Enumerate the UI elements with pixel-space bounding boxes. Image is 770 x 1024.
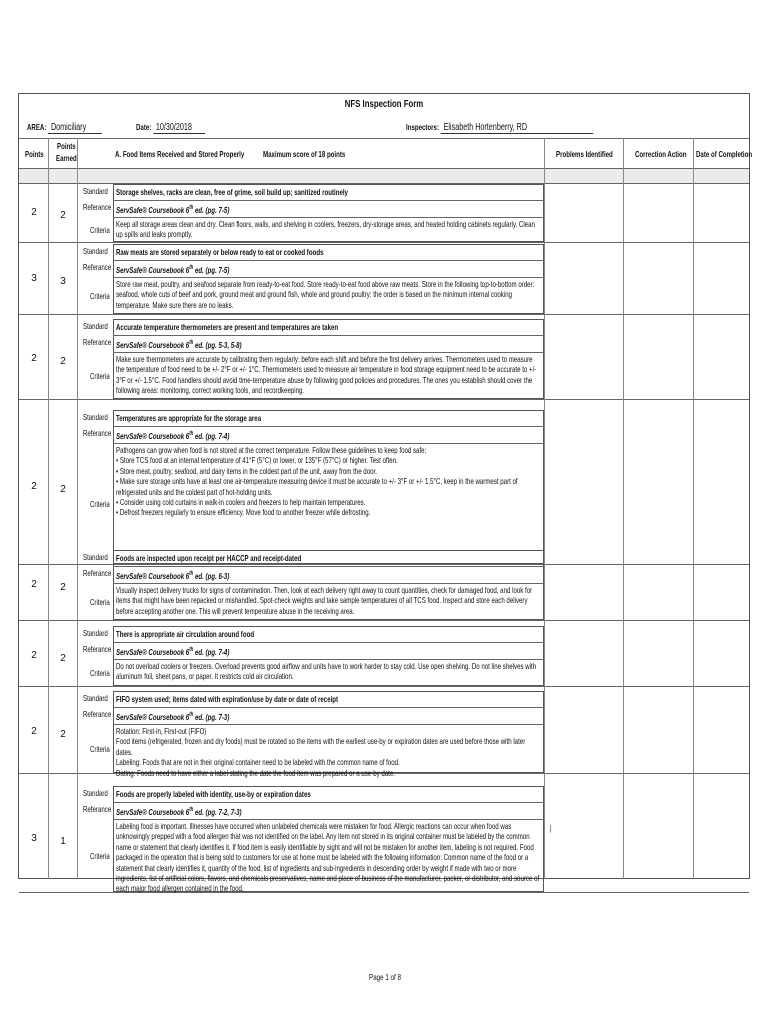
- reference-label: Referance: [83, 804, 112, 814]
- item-standard: Temperatures are appropriate for the storage area: [116, 413, 262, 423]
- criteria-line: • Make sure storage units have at least one air-temperature measuring device it must be accurate to +/- 3°F or +/- 1.5°C, keep in the warmest part of refrigerated units and the coldest part of hot-holding units.: [116, 476, 518, 497]
- area-value: Domiciliary: [48, 122, 102, 134]
- criteria-label: Criteria: [90, 668, 110, 678]
- reference-sup: th: [189, 712, 194, 718]
- standard-label: Standard: [83, 552, 108, 562]
- item-standard: Storage shelves, racks are clean, free of grime, soil build up; sanitized routinely: [116, 187, 348, 197]
- date-label: Date:: [136, 122, 152, 132]
- criteria-line: • Defrost freezers regularly to ensure efficiency. Move food to another freezer while defrosting.: [116, 507, 371, 518]
- reference-text: ServSafe® Coursebook 6: [116, 264, 190, 275]
- item-points-earned: 2: [60, 729, 66, 740]
- date-value: 10/30/2018: [153, 122, 205, 134]
- standard-label: Standard: [83, 321, 108, 331]
- item-points: 2: [31, 579, 37, 590]
- item-points: 2: [31, 481, 37, 492]
- item-reference: [116, 645, 534, 657]
- reference-text: ServSafe® Coursebook 6: [116, 711, 190, 722]
- col-points-earned-2: Earned: [56, 153, 77, 163]
- form-title: NFS Inspection Form: [344, 99, 424, 110]
- criteria-label: Criteria: [90, 499, 110, 509]
- item-criteria: [116, 445, 542, 518]
- col-points: Points: [25, 149, 44, 159]
- item-points-earned: 3: [60, 276, 66, 287]
- reference-label: Referance: [83, 337, 112, 347]
- reference-sup: th: [189, 431, 194, 437]
- inspection-form-sheet: [18, 93, 753, 894]
- item-standard: Accurate temperature thermometers are present and temperatures are taken: [116, 322, 339, 332]
- item-reference: [116, 203, 534, 215]
- item-points-earned: 1: [60, 836, 66, 847]
- standard-label: Standard: [83, 412, 108, 422]
- criteria-line: Dating: Foods need to have either a label stating the date the food item was prepared or a use-by date.: [116, 767, 395, 778]
- item-criteria: Make sure thermometers are accurate by calibrating them regularly: before each shift and before the first delivery arrives. Thermometers used to measure the temperature of food need to be +/- 2°F or +/- 1°C. Thermometers used to measure air temperature in food storage equipment need to be accurate to +/- 3°F or +/- 1.5°C. Food handlers should avoid time-temperature abuse by following good policies and procedures. The ones you establish should cover the following areas: monitoring, correct working tools, and recordkeeping.: [116, 354, 537, 396]
- criteria-line: • Consider using cold curtains in walk-in coolers and freezers to help maintain temperatures.: [116, 497, 366, 508]
- item-standard: Raw meats are stored separately or below ready to eat or cooked foods: [116, 247, 324, 257]
- col-points-earned-1: Points: [57, 141, 76, 151]
- item-points: 3: [31, 273, 37, 284]
- item-reference: [116, 338, 534, 350]
- item-points: 2: [31, 650, 37, 661]
- item-reference: [116, 805, 534, 817]
- item-standard: There is appropriate air circulation around food: [116, 629, 255, 639]
- standard-label: Standard: [83, 693, 108, 703]
- area-field: [27, 122, 102, 134]
- reference-sup: th: [189, 571, 194, 577]
- inspectors-value: Elisabeth Hortenberry, RD: [441, 122, 594, 134]
- item-points: 2: [31, 353, 37, 364]
- item-reference: [116, 569, 534, 581]
- reference-label: Referance: [83, 709, 112, 719]
- reference-edition: ed. (pg. 7-4): [193, 430, 230, 441]
- item-criteria: [116, 726, 542, 778]
- criteria-line: Rotation: First-in, First-out (FIFO): [116, 726, 207, 736]
- inspectors-field: [406, 122, 593, 134]
- reference-sup: th: [189, 647, 194, 653]
- page-footer: Page 1 of 8: [369, 973, 401, 982]
- standard-label: Standard: [83, 186, 108, 196]
- item-points-earned: 2: [60, 210, 66, 221]
- reference-label: Referance: [83, 644, 112, 654]
- standard-label: Standard: [83, 788, 108, 798]
- item-criteria: Keep all storage areas clean and dry. Clean floors, walls, and shelving in coolers, freezers, dry-storage areas, and heated holding cabinets regularly. Clean up spills and leaks promptly.: [116, 219, 535, 240]
- criteria-label: Criteria: [90, 225, 110, 235]
- reference-edition: ed. (pg. 7-3): [193, 711, 230, 722]
- reference-label: Referance: [83, 262, 112, 272]
- item-criteria: Do not overload coolers or freezers. Overload prevents good airflow and units have to work harder to stay cold. Use open shelving. Do not line shelves with aluminum foil, sheet pans, or paper. It restricts cold air circulation.: [116, 661, 537, 682]
- standard-label: Standard: [83, 246, 108, 256]
- col-correction: Correction Action: [635, 149, 687, 159]
- inspectors-label: Inspectors:: [406, 122, 439, 132]
- item-standard: Foods are properly labeled with identity, use-by or expiration dates: [116, 789, 311, 799]
- area-label: AREA:: [27, 122, 47, 132]
- item-points: 2: [31, 726, 37, 737]
- criteria-line: • Store TCS food at an internal temperature of 41°F (5°C) or lower, or 135°F (57°C) or higher. Test often.: [116, 455, 398, 466]
- col-date-completion: Date of Completion: [696, 149, 753, 159]
- reference-sup: th: [189, 807, 194, 813]
- item-standard: Foods are inspected upon receipt per HACCP and receipt-dated: [116, 553, 302, 563]
- item-problems: |: [550, 823, 552, 833]
- col-problems: Problems Identified: [556, 149, 613, 159]
- item-standard: FIFO system used; items dated with expiration/use by date or date of receipt: [116, 694, 339, 704]
- reference-label: Referance: [83, 428, 112, 438]
- criteria-label: Criteria: [90, 744, 110, 754]
- reference-edition: ed. (pg. 6-3): [193, 570, 230, 581]
- reference-edition: ed. (pg. 7-4): [193, 646, 230, 657]
- reference-edition: ed. (pg. 7-5): [193, 204, 230, 215]
- item-points-earned: 2: [60, 356, 66, 367]
- reference-label: Referance: [83, 568, 112, 578]
- item-points-earned: 2: [60, 582, 66, 593]
- max-score: Maximum score of 18 points: [263, 149, 346, 159]
- reference-edition: ed. (pg. 7-2, 7-3): [193, 806, 242, 817]
- reference-sup: th: [189, 205, 194, 211]
- date-field: [136, 122, 205, 134]
- reference-edition: ed. (pg. 5-3, 5-8): [193, 339, 242, 350]
- criteria-label: Criteria: [90, 851, 110, 861]
- criteria-label: Criteria: [90, 597, 110, 607]
- criteria-label: Criteria: [90, 291, 110, 301]
- reference-text: ServSafe® Coursebook 6: [116, 204, 190, 215]
- criteria-line: Pathogens can grow when food is not stored at the correct temperature. Follow these guidelines to keep food safe:: [116, 445, 427, 455]
- reference-edition: ed. (pg. 7-5): [193, 264, 230, 275]
- reference-text: ServSafe® Coursebook 6: [116, 646, 190, 657]
- criteria-line: • Store meat, poultry, seafood, and dairy items in the coldest part of the unit, away from the door.: [116, 465, 377, 476]
- reference-text: ServSafe® Coursebook 6: [116, 430, 190, 441]
- item-points-earned: 2: [60, 484, 66, 495]
- item-points: 3: [31, 833, 37, 844]
- item-reference: [116, 710, 534, 722]
- reference-text: ServSafe® Coursebook 6: [116, 570, 190, 581]
- criteria-line: Labeling: Foods that are not in their original container need to be labeled with the common name of food.: [116, 757, 400, 768]
- item-points-earned: 2: [60, 653, 66, 664]
- standard-label: Standard: [83, 628, 108, 638]
- reference-sup: th: [189, 265, 194, 271]
- item-criteria: Store raw meat, poultry, and seafood separate from ready-to-eat food. Store ready-to-eat food above raw meats. Store in the following top-to-bottom order: seafood, whole cuts of beef and pork, ground meat and ground fish, whole and ground poultry: the order is based on the minimum internal cooking temperature. Make sure there are no leaks.: [116, 279, 535, 310]
- reference-sup: th: [189, 340, 194, 346]
- item-criteria: Labeling food is important. Illnesses have occurred when unlabeled chemicals were mistaken for food. Allergic reactions can occur when food was unknowingly prepped with a food allergen that was not identified on the label. Any item not stored in its original container must be labeled by the common name or statement that clearly identifies it. If food item is easily identifiable by sight and will not be mistaken for another item, labeling is not required. Food packaged in the operation that is being sold to customers for use at home must be labeled with the following information: Common name of the food or a statement that clearly identifies it, quantity of the food, list of ingredients and sub-ingredients in descending order by weight if made with two or more ingredients, list of artificial colors, flavors, and chemicals preservatives, name and place of business of the manufacturer, packer, or distributor, and source of each major food allergen contained in the food.: [116, 821, 540, 894]
- reference-label: Referance: [83, 202, 112, 212]
- reference-text: ServSafe® Coursebook 6: [116, 339, 190, 350]
- criteria-line: Food items (refrigerated, frozen and dry foods) must be rotated so the items with the earliest use-by or expiration dates are used before those with later dates.: [116, 736, 526, 757]
- item-criteria: Visually inspect delivery trucks for signs of contamination. Then, look at each delivery right away to count quantities, check for damaged food, and look for items that might have been repacked or mishandled. Spot-check weights and take sample temperatures of all TCS food. Inspect and store each delivery before accepting another one. This will prevent temperature abuse in the receiving area.: [116, 585, 533, 616]
- item-points: 2: [31, 207, 37, 218]
- reference-text: ServSafe® Coursebook 6: [116, 806, 190, 817]
- item-reference: [116, 263, 534, 275]
- section-title: A. Food Items Received and Stored Properly: [115, 149, 245, 159]
- item-reference: [116, 429, 534, 441]
- criteria-label: Criteria: [90, 371, 110, 381]
